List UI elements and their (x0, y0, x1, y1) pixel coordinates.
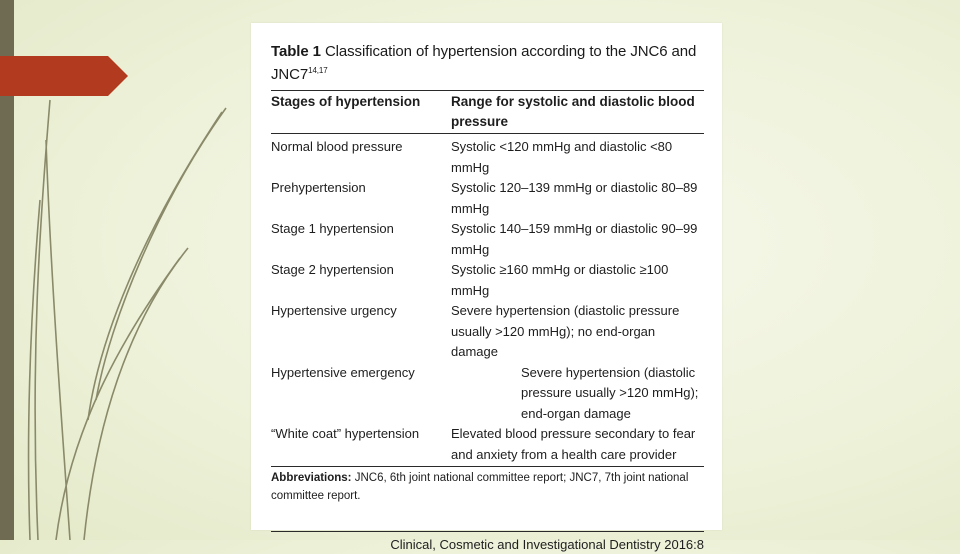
row-stage: “White coat” hypertension (271, 426, 420, 441)
row-range: Elevated blood pressure secondary to fear and anxiety from a health care provider (451, 426, 696, 462)
table-row (271, 219, 704, 260)
abbreviations-label: Abbreviations: (271, 472, 352, 484)
table-abbreviations (271, 467, 704, 505)
row-stage: Normal blood pressure (271, 139, 403, 154)
row-stage: Stage 2 hypertension (271, 262, 394, 277)
journal-table-image (251, 23, 722, 552)
row-range: Systolic ≥160 mmHg or diastolic ≥100 mmHg (451, 262, 669, 298)
table-caption-text: Classification of hypertension according to the JNC6 and JNC7 (271, 43, 697, 83)
table-body (271, 134, 704, 466)
table-row (271, 301, 704, 363)
header-stage: Stages of hypertension (271, 94, 421, 109)
row-range: Severe hypertension (diastolic pressure usually >120 mmHg); no end-organ damage (451, 303, 680, 359)
row-range: Systolic 140–159 mmHg or diastolic 90–99 mmHg (451, 221, 698, 257)
abbreviations-text: JNC6, 6th joint national committee report; JNC7, 7th joint national committee report. (271, 472, 689, 502)
row-range: Systolic 120–139 mmHg or diastolic 80–89 mmHg (451, 180, 698, 216)
row-stage: Prehypertension (271, 180, 366, 195)
row-range: Systolic <120 mmHg and diastolic <80 mmHg (451, 139, 673, 175)
table-caption-refs: 14,17 (308, 66, 328, 75)
journal-citation: Clinical, Cosmetic and Investigational Dentistry 2016:8 (390, 537, 704, 552)
table-label: Table 1 (271, 43, 321, 60)
row-range: Severe hypertension (diastolic pressure usually >120 mmHg); end-organ damage (521, 364, 699, 421)
row-stage: Stage 1 hypertension (271, 221, 394, 236)
header-range: Range for systolic and diastolic blood pressure (451, 94, 695, 129)
table-caption (271, 40, 704, 86)
table-row (271, 137, 704, 178)
row-stage: Hypertensive emergency (271, 364, 415, 380)
row-stage: Hypertensive urgency (271, 303, 397, 318)
decorative-curved-lines (0, 0, 260, 540)
table-header-row (271, 91, 704, 133)
table-row (271, 178, 704, 219)
table-row (271, 260, 704, 301)
table-row (271, 404, 704, 466)
